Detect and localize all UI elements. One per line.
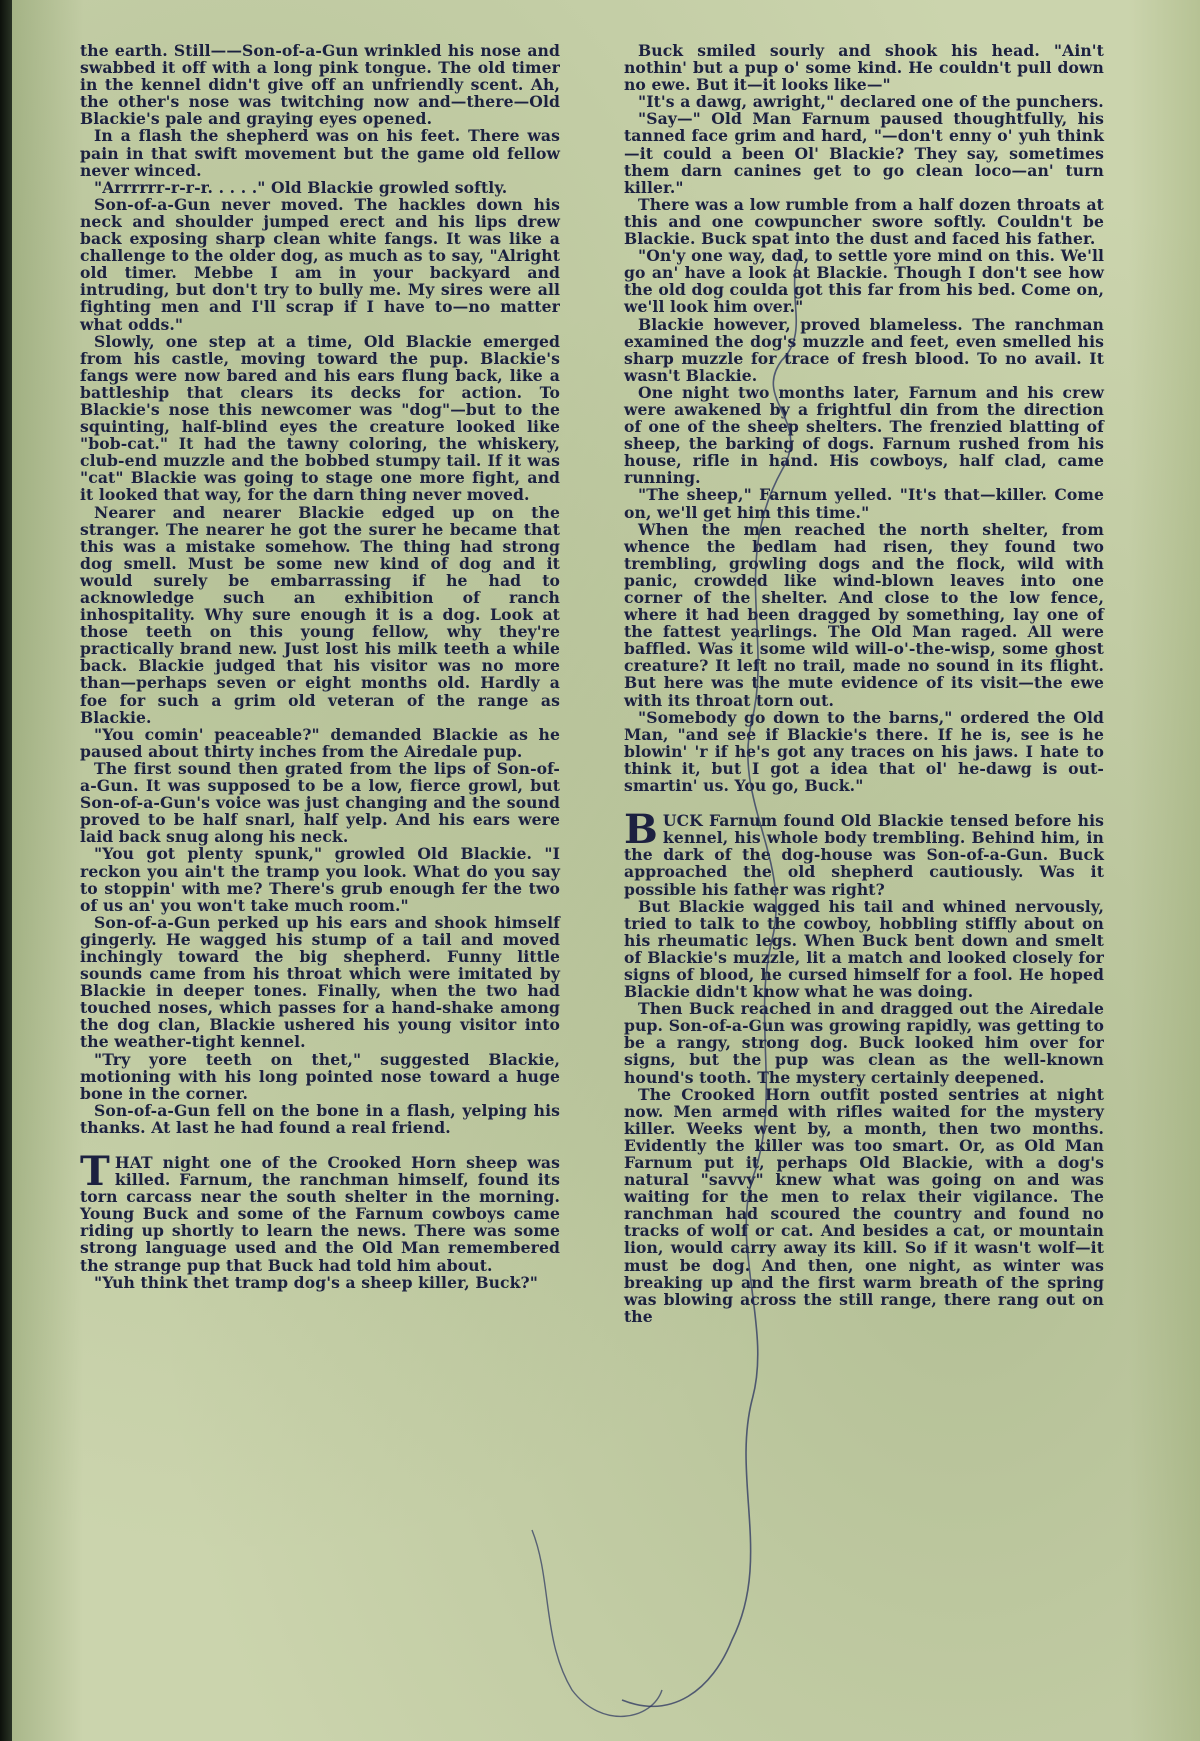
left-paragraph: The first sound then grated from the lips of Son-of-a-Gun. It was supposed to be a low, fierce growl, but Son-of-a-Gun's voice was just changing and the sound proved to be half snarl, half yelp. And his ears were laid back snug along his neck.: [80, 758, 560, 847]
section-text: HAT night one of the Crooked Horn sheep was killed. Farnum, the ranchman himself, found its torn carcass near the south shelter in the morning. Young Buck and some of the Farnum cowboys came riding up shortly to learn the news. There was some strong language used and the Old Man remembered the strange pup that Buck had told him about.: [80, 1153, 560, 1275]
right-paragraph: "On'y one way, dad, to settle yore mind on this. We'll go an' have a look at Blackie. Though I don't see how the old dog coulda got this far from his bed. Come on, we'll look him over.": [624, 246, 1104, 317]
left-section-paragraph: [80, 1148, 560, 1275]
right-section-paragraph: [624, 806, 1104, 899]
magazine-page: [12, 0, 1200, 1741]
left-paragraph: Son-of-a-Gun perked up his ears and shook himself gingerly. He wagged his stump of a tail and moved inchingly toward the big shepherd. Funny little sounds came from his throat which were imitated by Blackie in deeper tones. Finally, when the two had touched noses, which passes for a hand-shake among the dog clan, Blackie ushered his young visitor into the weather-tight kennel.: [80, 912, 560, 1052]
page-binding-edge: [0, 0, 12, 1741]
right-paragraph: The Crooked Horn outfit posted sentries at night now. Men armed with rifles waited for the mystery killer. Weeks went by, a month, then two months. Evidently the killer was too smart. Or, as Old Man Farnum put it, perhaps Old Blackie, with a dog's natural "savvy" knew what was going on and was waiting for the men to relax their vigilance. The ranchman had scoured the country and found no tracks of wolf or cat. And besides a cat, or mountain lion, would carry away its kill. So if it wasn't wolf—it must be dog. And then, one night, as winter was breaking up and the first warm breath of the spring was blowing across the still range, there rang out on the: [624, 1084, 1104, 1326]
right-paragraph: But Blackie wagged his tail and whined nervously, tried to talk to the cowboy, hobbling stiffly about on his rheumatic legs. When Buck bent down and smelt of Blackie's muzzle, lit a match and looked closely for signs of blood, he cursed himself for a fool. He hoped Blackie didn't know what he was doing.: [624, 896, 1104, 1002]
left-paragraph: Son-of-a-Gun fell on the bone in a flash, yelping his thanks. At last he had found a real friend.: [80, 1100, 560, 1137]
thread-loop: [532, 1530, 662, 1716]
left-paragraph: "You comin' peaceable?" demanded Blackie as he paused about thirty inches from the Airedale pup.: [80, 724, 560, 761]
right-paragraph: There was a low rumble from a half dozen throats at this and one cowpuncher swore softly. Couldn't be Blackie. Buck spat into the dust and faced his father.: [624, 194, 1104, 249]
right-paragraph: Buck smiled sourly and shook his head. "Ain't nothin' but a pup o' some kind. He couldn't pull down no ewe. But it—it looks like—": [624, 41, 1104, 95]
left-paragraph: the earth. Still——Son-of-a-Gun wrinkled his nose and swabbed it off with a long pink tongue. The old timer in the kennel didn't give off an unfriendly scent. Ah, the other's nose was twitching now and—there—Old Blackie's pale and graying eyes opened.: [80, 41, 560, 129]
left-paragraph: Nearer and nearer Blackie edged up on the stranger. The nearer he got the surer he became that this was a mistake somehow. The thing had strong dog smell. Must be some new kind of dog and it would surely be embarrassing if he had to acknowledge such an exhibition of ranch inhospitality. Why sure enough it is a dog. Look at those teeth on this young fellow, why they're practically brand new. Just lost his milk teeth a while back. Blackie judged that his visitor was no more than—perhaps seven or eight months old. Hardly a foe for such a grim old veteran of the range as Blackie.: [80, 502, 560, 727]
section-text: UCK Farnum found Old Blackie tensed before his kennel, his whole body trembling. Behind him, in the dark of the dog-house was Son-of-a-Gun. Buck approached the old shepherd cautiously. Was it possible his father was right?: [624, 811, 1104, 899]
left-paragraph: Slowly, one step at a time, Old Blackie emerged from his castle, moving toward the pup. Blackie's fangs were now bared and his ears flung back, like a battleship that clears its decks for action. To Blackie's nose this newcomer was "dog"—but to the squinting, half-blind eyes the creature looked like "bob-cat." It had the tawny coloring, the whiskery, club-end muzzle and the bobbed stumpy tail. If it was "cat" Blackie was going to stage one more fight, and it looked that way, for the darn thing never moved.: [80, 331, 560, 505]
right-paragraph: Blackie however, proved blameless. The ranchman examined the dog's muzzle and feet, even smelled his sharp muzzle for trace of fresh blood. To no avail. It wasn't Blackie.: [624, 314, 1104, 385]
left-paragraph: In a flash the shepherd was on his feet. There was pain in that swift movement but the game old fellow never winced.: [80, 126, 560, 180]
right-paragraph: "The sheep," Farnum yelled. "It's that—killer. Come on, we'll get him this time.": [624, 485, 1104, 522]
left-paragraph: Son-of-a-Gun never moved. The hackles down his neck and shoulder jumped erect and his lips drew back exposing sharp clean white fangs. It was like a challenge to the older dog, as much as to say, "Alright old timer. Mebbe I am in your backyard and intruding, but don't try to bully me. My sires were all fighting men and I'll scrap if I have to—no matter what odds.": [80, 194, 560, 334]
right-paragraph: "Say—" Old Man Farnum paused thoughtfully, his tanned face grim and hard, "—don't enny o' yuh think—it could a been Ol' Blackie? They say, sometimes them darn canines get to go clean loco—an' turn killer.": [624, 109, 1104, 197]
right-paragraph: One night two months later, Farnum and his crew were awakened by a frightful din from the direction of one of the sheep shelters. The frenzied blatting of sheep, the barking of dogs. Farnum rushed from his house, rifle in hand. His cowboys, half clad, came running.: [624, 382, 1104, 488]
drop-cap: T: [80, 1148, 110, 1195]
left-paragraph: "You got plenty spunk," growled Old Blackie. "I reckon you ain't the tramp you look. What do you say to stoppin' with me? There's grub enough fer the two of us an' you won't take much room.": [80, 844, 560, 915]
left-paragraph: "Yuh think thet tramp dog's a sheep killer, Buck?": [94, 1272, 539, 1292]
drop-cap: B: [624, 806, 658, 854]
right-column: [624, 42, 1104, 1325]
left-paragraph: "Try yore teeth on thet," suggested Blackie, motioning with his long pointed nose toward a huge bone in the corner.: [80, 1049, 560, 1103]
right-paragraph: Then Buck reached in and dragged out the Airedale pup. Son-of-a-Gun was growing rapidly, was getting to be a rangy, strong dog. Buck looked him over for signs, but the pup was clean as the well-known hound's tooth. The mystery certainly deepened.: [624, 999, 1104, 1087]
right-paragraph: When the men reached the north shelter, from whence the bedlam had risen, they found two trembling, growling dogs and the flock, wild with panic, crowded like wind-blown leaves into one corner of the shelter. And close to the low fence, where it had been dragged by something, lay one of the fattest yearlings. The Old Man raged. All were baffled. Was it some wild will-o'-the-wisp, some ghost creature? It left no trail, made no sound in its flight. But here was the mute evidence of its visit—the ewe with its throat torn out.: [624, 519, 1104, 710]
left-paragraph: "Arrrrrr-r-r-r. . . . ." Old Blackie growled softly.: [94, 177, 508, 197]
left-column: [80, 42, 560, 1291]
right-paragraph: "Somebody go down to the barns," ordered the Old Man, "and see if Blackie's there. If he is, see is he blowin' 'r if he's got any traces on his jaws. I hate to think it, but I got a idea that ol' he-dawg is out-smartin' us. You go, Buck.": [624, 707, 1104, 796]
right-paragraph: "It's a dawg, awright," declared one of the punchers.: [638, 92, 1104, 112]
